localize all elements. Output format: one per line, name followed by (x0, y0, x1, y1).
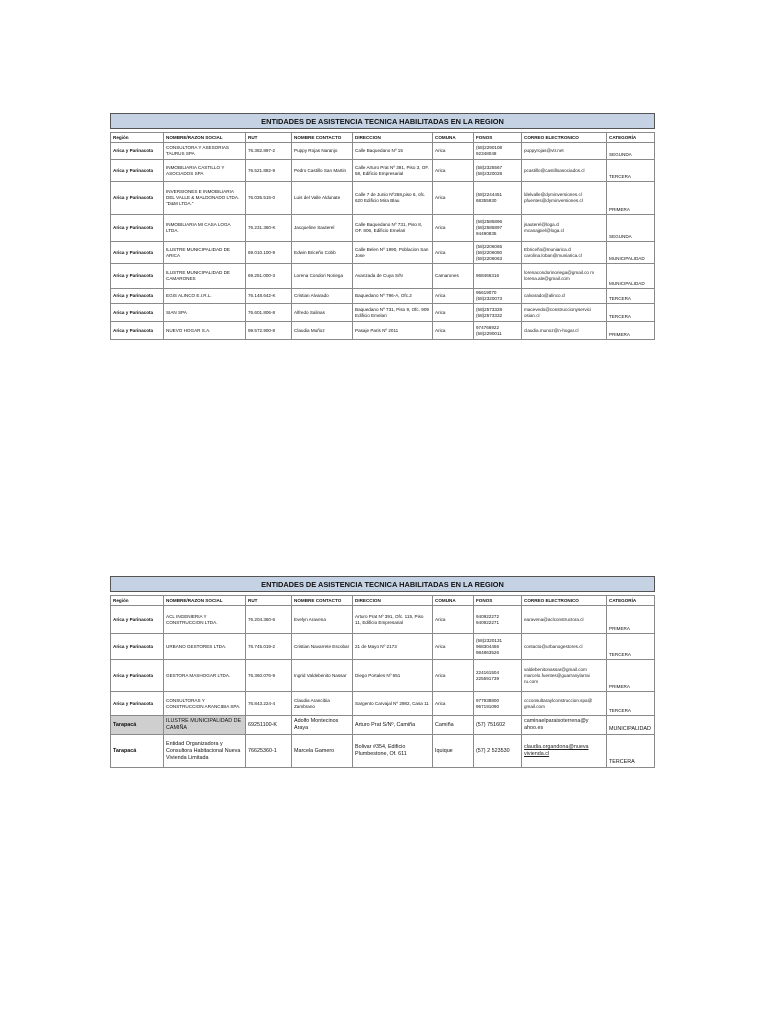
rut-cell: 76.382.897-2 (246, 143, 292, 160)
category-cell: TERCERA (607, 160, 655, 182)
table-row (111, 660, 655, 692)
table-row (111, 692, 655, 716)
column-header: CORREO ELECTRONICO (522, 596, 607, 606)
rut-cell: 76.360.076-9 (246, 660, 292, 692)
address-cell: 21 de Mayo Nº 2173 (353, 634, 433, 660)
category-cell: SEGUNDA (607, 215, 655, 242)
table-row (111, 289, 655, 304)
comuna-cell: Arica (433, 692, 474, 716)
category-cell: MUNICIPALIDAD (607, 716, 655, 735)
address-cell: Sargento Carvajal Nº 2982, Casa 11 (353, 692, 433, 716)
region-cell: Arica y Parinacota (111, 143, 164, 160)
address-cell: Bolivar #354, Edificio Plumbestone, Of. 611 (353, 735, 433, 768)
email-cell[interactable]: calvarado@alinco.cl (522, 289, 607, 304)
category-cell: PRIMERA (607, 660, 655, 692)
column-header: DIRECCION (353, 596, 433, 606)
region-cell: Arica y Parinacota (111, 264, 164, 289)
column-header: Región (111, 133, 164, 143)
comuna-cell: Arica (433, 606, 474, 634)
table-row (111, 634, 655, 660)
category-cell: TERCERA (607, 304, 655, 322)
contact-cell: Cristian Alvarado (292, 289, 353, 304)
column-header: COMUNA (433, 133, 474, 143)
rut-cell: 76.745.019-2 (246, 634, 292, 660)
address-cell: Calle Belen Nº 1990, Poblacion San Jose (353, 242, 433, 264)
region-cell: Arica y Parinacota (111, 606, 164, 634)
name-cell: GESTORA MASHOGAR LTDA. (164, 660, 246, 692)
region-cell: Tarapacá (111, 735, 164, 768)
rut-cell: 99.572.900-8 (246, 322, 292, 340)
address-cell: Calle Baquedano Nº 731, Piso 8, OF. 806, Edificio Emelari (353, 215, 433, 242)
contact-cell: Adolfo Montecinos Araya (292, 716, 353, 735)
table-row (111, 242, 655, 264)
column-header: CORREO ELECTRONICO (522, 133, 607, 143)
column-header: NOMBRE CONTACTO (292, 596, 353, 606)
comuna-cell: Arica (433, 322, 474, 340)
table-row (111, 304, 655, 322)
table-2-header-row (111, 596, 655, 606)
rut-cell: 69.251.000-3 (246, 264, 292, 289)
email-cell[interactable]: ccconsultaraylconstruccion.spa@ gmail.com (522, 692, 607, 716)
contact-cell: Alfredo Salinas (292, 304, 353, 322)
address-cell: Pasaje Paris Nº 2011 (353, 322, 433, 340)
name-cell: Entidad Organizadora y Consultora Habitacional Nueva Vivienda Limitada (164, 735, 246, 768)
contact-cell: Puppy Rojas Naranjo (292, 143, 353, 160)
contact-cell: Claudia Arancibia Zambrano (292, 692, 353, 716)
contact-cell: Cristian Navarrete Escobar (292, 634, 353, 660)
phones-cell: (57) 751602 (474, 716, 522, 735)
table-row (111, 716, 655, 735)
phones-cell: 968466316 (474, 264, 522, 289)
contact-cell: Claudia Muñoz (292, 322, 353, 340)
table-2-title: ENTIDADES DE ASISTENCIA TECNICA HABILITADAS EN LA REGION (111, 577, 655, 592)
comuna-cell: Arica (433, 160, 474, 182)
name-cell: ACL INGENIERIA Y CONSTRUCCION LTDA. (164, 606, 246, 634)
category-cell: TERCERA (607, 692, 655, 716)
email-cell[interactable]: valdebenitonassar@gmail.com marcelo.fuentes@guarranylarrai ru.com (522, 660, 607, 692)
column-header: RUT (246, 596, 292, 606)
comuna-cell: Arica (433, 304, 474, 322)
phones-cell: (58)2206065 (58)2206080 (58)2206063 (474, 242, 522, 264)
address-cell: Calle 7 de Junio Nº268,piso 6, ofc. 620 Edificio Mira Blau (353, 182, 433, 215)
name-cell: ILUSTRE MUNICIPALIDAD DE CAMARONES (164, 264, 246, 289)
email-cell[interactable]: jsauterel@loga.cl mcanajpiel@loga.cl (522, 215, 607, 242)
email-cell[interactable]: earavena@aclconstructora.cl (522, 606, 607, 634)
name-cell: SIAN SPA (164, 304, 246, 322)
entities-table-2 (110, 576, 654, 768)
column-header: RUT (246, 133, 292, 143)
region-cell: Arica y Parinacota (111, 634, 164, 660)
phones-cell: (58)2290108 92348048 (474, 143, 522, 160)
region-cell: Arica y Parinacota (111, 289, 164, 304)
name-cell: INMOBILIARIA MI CASA LOGA LTDA. (164, 215, 246, 242)
phones-cell: (58)2585896 (58)2585897 94490835 (474, 215, 522, 242)
contact-cell: Evelyn Aravena (292, 606, 353, 634)
name-cell: ILUSTRE MUNICIPALIDAD DE CAMIÑA (164, 716, 246, 735)
category-cell: TERCERA (607, 634, 655, 660)
category-cell: TERCERA (607, 735, 655, 768)
phones-cell: (58)2573328 (58)2573332 (474, 304, 522, 322)
name-cell: NUEVO HOGAR S.A. (164, 322, 246, 340)
email-cell[interactable]: Ebriceño@muniarica.cl carolina.loban@muniarica.cl (522, 242, 607, 264)
address-cell: Calle Baquedano Nº 15 (353, 143, 433, 160)
rut-cell: 76.035.515-0 (246, 182, 292, 215)
table-row (111, 322, 655, 340)
table-1-title: ENTIDADES DE ASISTENCIA TECNICA HABILITADAS EN LA REGION (111, 114, 655, 129)
table-row (111, 182, 655, 215)
email-cell[interactable]: contacto@urbanogestores.cl (522, 634, 607, 660)
name-cell: INVERSIONES E INMOBILIARIA DEL VALLE & MALDONADO LTDA. "D&M LTDA." (164, 182, 246, 215)
table-2 (110, 576, 655, 768)
contact-cell: Jacqueline Sauterel (292, 215, 353, 242)
region-cell: Arica y Parinacota (111, 182, 164, 215)
comuna-cell: Camiña (433, 716, 474, 735)
name-cell: CONSULTORAS Y CONSTRUCCION ARANCIBIA SPA. (164, 692, 246, 716)
entities-table-1 (110, 113, 654, 340)
name-cell: URBANO GESTORES LTDA. (164, 634, 246, 660)
contact-cell: Luis del Valle Aldunate (292, 182, 353, 215)
table-row (111, 264, 655, 289)
address-cell: Arturo Prat S/Nº, Camiña (353, 716, 433, 735)
column-header: FONOS (474, 596, 522, 606)
category-cell: MUNICIPALIDAD (607, 264, 655, 289)
rut-cell: 76625360-1 (246, 735, 292, 768)
comuna-cell: Arica (433, 289, 474, 304)
rut-cell: 69.010.100-9 (246, 242, 292, 264)
email-cell[interactable]: claudia.organdona@nueva vivienda.cl (522, 735, 607, 768)
comuna-cell: Arica (433, 242, 474, 264)
comuna-cell: Arica (433, 182, 474, 215)
rut-cell: 76.231.360-K (246, 215, 292, 242)
address-cell: Avanzada de Cuya S/N (353, 264, 433, 289)
address-cell: Diego Portales Nº 651 (353, 660, 433, 692)
rut-cell: 69251100-K (246, 716, 292, 735)
rut-cell: 76.521.882-9 (246, 160, 292, 182)
table-1-header-row (111, 133, 655, 143)
category-cell: PRIMERA (607, 606, 655, 634)
table-1 (110, 113, 655, 340)
address-cell: Arturo Prat Nº 391, Ofc. 115, Piso 11, Edificio Empresarial (353, 606, 433, 634)
table-1-body (111, 143, 655, 340)
phones-cell: (57) 2 523530 (474, 735, 522, 768)
region-cell: Arica y Parinacota (111, 304, 164, 322)
comuna-cell: Camarones (433, 264, 474, 289)
category-cell: MUNICIPALIDAD (607, 242, 655, 264)
email-cell[interactable]: macevedo@construccionyservici osian.cl (522, 304, 607, 322)
comuna-cell: Iquique (433, 735, 474, 768)
column-header: NOMBRE/RAZON SOCIAL (164, 133, 246, 143)
email-cell[interactable]: ldelvalle@dyminversiones.cl pfuentes@dyminversiones.cl (522, 182, 607, 215)
column-header: COMUNA (433, 596, 474, 606)
region-cell: Arica y Parinacota (111, 160, 164, 182)
rut-cell: 76.204.360-6 (246, 606, 292, 634)
column-header: NOMBRE CONTACTO (292, 133, 353, 143)
comuna-cell: Arica (433, 634, 474, 660)
rut-cell: 76.148.642-K (246, 289, 292, 304)
region-cell: Arica y Parinacota (111, 660, 164, 692)
region-cell: Arica y Parinacota (111, 322, 164, 340)
email-cell[interactable]: pcastillo@castilloasociados.cl (522, 160, 607, 182)
email-cell[interactable]: claudia.munoz@n-hogar.cl (522, 322, 607, 340)
phones-cell: (58)2244451 68355930 (474, 182, 522, 215)
table-row (111, 735, 655, 768)
column-header: CATEGORÍA (607, 596, 655, 606)
rut-cell: 76.843.224-4 (246, 692, 292, 716)
table-row (111, 143, 655, 160)
column-header: DIRECCION (353, 133, 433, 143)
phones-cell: 95619070 (58)2320073 (474, 289, 522, 304)
contact-cell: Lorena Condori Noriega (292, 264, 353, 289)
phones-cell: 977938800 967191090 (474, 692, 522, 716)
name-cell: ILUSTRE MUNICIPALIDAD DE ARICA (164, 242, 246, 264)
category-cell: PRIMERA (607, 322, 655, 340)
address-cell: Calle Arturo Prat Nº 391, Piso 3, OF. 58, Edificio Empresarial (353, 160, 433, 182)
table-row (111, 215, 655, 242)
email-cell[interactable]: puppyrojas@vtr.net (522, 143, 607, 160)
address-cell: Baquedano Nº 796-A, Ofc.2 (353, 289, 433, 304)
comuna-cell: Arica (433, 215, 474, 242)
email-cell[interactable]: caminaelparaisoterrena@y ahoo.es (522, 716, 607, 735)
region-cell: Tarapacá (111, 716, 164, 735)
name-cell: EGIS ALINCO E.I.R.L. (164, 289, 246, 304)
region-cell: Arica y Parinacota (111, 242, 164, 264)
category-cell: SEGUNDA (607, 143, 655, 160)
rut-cell: 76.601.806-8 (246, 304, 292, 322)
contact-cell: Edwin Briceño Cobb (292, 242, 353, 264)
contact-cell: Marcela Gamero (292, 735, 353, 768)
column-header: FONOS (474, 133, 522, 143)
table-2-body (111, 606, 655, 768)
category-cell: PRIMERA (607, 182, 655, 215)
table-row (111, 606, 655, 634)
phones-cell: 974766922 (58)2290011 (474, 322, 522, 340)
comuna-cell: Arica (433, 660, 474, 692)
category-cell: TERCERA (607, 289, 655, 304)
column-header: Región (111, 596, 164, 606)
region-cell: Arica y Parinacota (111, 215, 164, 242)
name-cell: CONSULTORA Y ASESORIAS TAURUS SPA (164, 143, 246, 160)
phones-cell: (58)2320131 968304456 984863526 (474, 634, 522, 660)
email-cell[interactable]: lorenacondorinoriega@gmail.co m lorena.ale@gmail.com (522, 264, 607, 289)
contact-cell: Ingrid Valdebenito Nassar (292, 660, 353, 692)
address-cell: Baquedano Nº 731, Piso 9, Ofc. 909 Edificio Emelari (353, 304, 433, 322)
column-header: NOMBRE/RAZON SOCIAL (164, 596, 246, 606)
comuna-cell: Arica (433, 143, 474, 160)
column-header: CATEGORÍA (607, 133, 655, 143)
contact-cell: Pedro Castillo San Martin (292, 160, 353, 182)
phones-cell: 224161504 225591739 (474, 660, 522, 692)
region-cell: Arica y Parinacota (111, 692, 164, 716)
table-row (111, 160, 655, 182)
phones-cell: 940922272 940922271 (474, 606, 522, 634)
phones-cell: (58)2325567 (58)2320028 (474, 160, 522, 182)
name-cell: INMOBILIARIA CASTILLO Y ASOCIADOS SPA (164, 160, 246, 182)
